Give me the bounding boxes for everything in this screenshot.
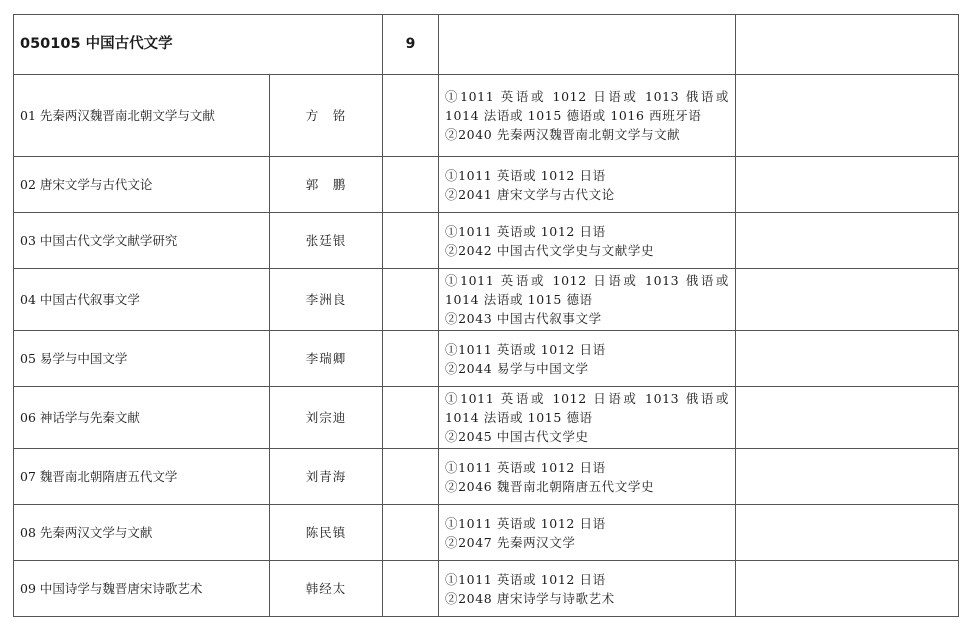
table-row [14, 269, 959, 331]
supervisor-name: 李洲良 [270, 269, 383, 331]
exam-subjects [439, 157, 736, 213]
table-row [14, 157, 959, 213]
count-cell [383, 331, 439, 387]
exam-line: ②2048 唐宋诗学与诗歌艺术 [445, 590, 615, 606]
exam-subjects [439, 561, 736, 617]
note-cell [736, 561, 959, 617]
count-cell [383, 387, 439, 449]
supervisor-name: 张廷银 [270, 213, 383, 269]
exam-line: ②2047 先秦两汉文学 [445, 534, 576, 550]
exam-line: ①1011 英语或 1012 日语 [445, 167, 606, 183]
table-row [14, 561, 959, 617]
exam-line: ①1011 英语或 1012 日语 [445, 341, 606, 357]
note-cell [736, 157, 959, 213]
supervisor-name: 刘宗迪 [270, 387, 383, 449]
table-row [14, 75, 959, 157]
exam-subjects [439, 387, 736, 449]
research-direction: 08 先秦两汉文学与文献 [14, 505, 270, 561]
exam-subjects [439, 449, 736, 505]
major-title: 050105 中国古代文学 [14, 15, 383, 75]
table-row [14, 505, 959, 561]
note-cell [736, 269, 959, 331]
enrollment-count: 9 [383, 15, 439, 75]
supervisor-name: 李瑞卿 [270, 331, 383, 387]
count-cell [383, 269, 439, 331]
exam-line: ①1011 英语或 1012 日语 [445, 459, 606, 475]
research-direction: 02 唐宋文学与古代文论 [14, 157, 270, 213]
exam-line: ①1011 英语或 1012 日语或 1013 俄语或 1014 法语或 1015 德语或 1016 西班牙语 [445, 89, 729, 123]
count-cell [383, 505, 439, 561]
table-row [14, 387, 959, 449]
exam-line: ①1011 英语或 1012 日语或 1013 俄语或 1014 法语或 1015 德语 [445, 273, 729, 307]
table-row [14, 449, 959, 505]
program-table [13, 14, 959, 617]
supervisor-name: 刘青海 [270, 449, 383, 505]
exam-line: ①1011 英语或 1012 日语 [445, 515, 606, 531]
count-cell [383, 449, 439, 505]
count-cell [383, 157, 439, 213]
exam-subjects [439, 269, 736, 331]
count-cell [383, 213, 439, 269]
exam-subjects [439, 331, 736, 387]
header-note-cell [736, 15, 959, 75]
exam-line: ①1011 英语或 1012 日语或 1013 俄语或 1014 法语或 1015 德语 [445, 391, 729, 425]
research-direction: 01 先秦两汉魏晋南北朝文学与文献 [14, 75, 270, 157]
exam-line: ①1011 英语或 1012 日语 [445, 571, 606, 587]
note-cell [736, 75, 959, 157]
header-exam-cell [439, 15, 736, 75]
major-header-row [14, 15, 959, 75]
supervisor-name: 陈民镇 [270, 505, 383, 561]
supervisor-name: 韩经太 [270, 561, 383, 617]
count-cell [383, 75, 439, 157]
exam-line: ②2045 中国古代文学史 [445, 429, 589, 444]
exam-line: ②2041 唐宋文学与古代文论 [445, 186, 615, 202]
research-direction: 03 中国古代文学文献学研究 [14, 213, 270, 269]
table-row [14, 213, 959, 269]
research-direction: 04 中国古代叙事文学 [14, 269, 270, 331]
research-direction: 09 中国诗学与魏晋唐宋诗歌艺术 [14, 561, 270, 617]
exam-line: ②2043 中国古代叙事文学 [445, 311, 602, 326]
exam-line: ①1011 英语或 1012 日语 [445, 223, 606, 239]
note-cell [736, 387, 959, 449]
exam-subjects [439, 505, 736, 561]
research-direction: 07 魏晋南北朝隋唐五代文学 [14, 449, 270, 505]
note-cell [736, 449, 959, 505]
exam-subjects [439, 75, 736, 157]
table-row [14, 331, 959, 387]
research-direction: 05 易学与中国文学 [14, 331, 270, 387]
note-cell [736, 213, 959, 269]
research-direction: 06 神话学与先秦文献 [14, 387, 270, 449]
supervisor-name: 郭 鹏 [270, 157, 383, 213]
count-cell [383, 561, 439, 617]
supervisor-name: 方 铭 [270, 75, 383, 157]
note-cell [736, 505, 959, 561]
note-cell [736, 331, 959, 387]
exam-line: ②2042 中国古代文学史与文献学史 [445, 242, 655, 258]
exam-line: ②2046 魏晋南北朝隋唐五代文学史 [445, 478, 655, 494]
exam-line: ②2040 先秦两汉魏晋南北朝文学与文献 [445, 127, 681, 142]
exam-line: ②2044 易学与中国文学 [445, 360, 589, 376]
exam-subjects [439, 213, 736, 269]
